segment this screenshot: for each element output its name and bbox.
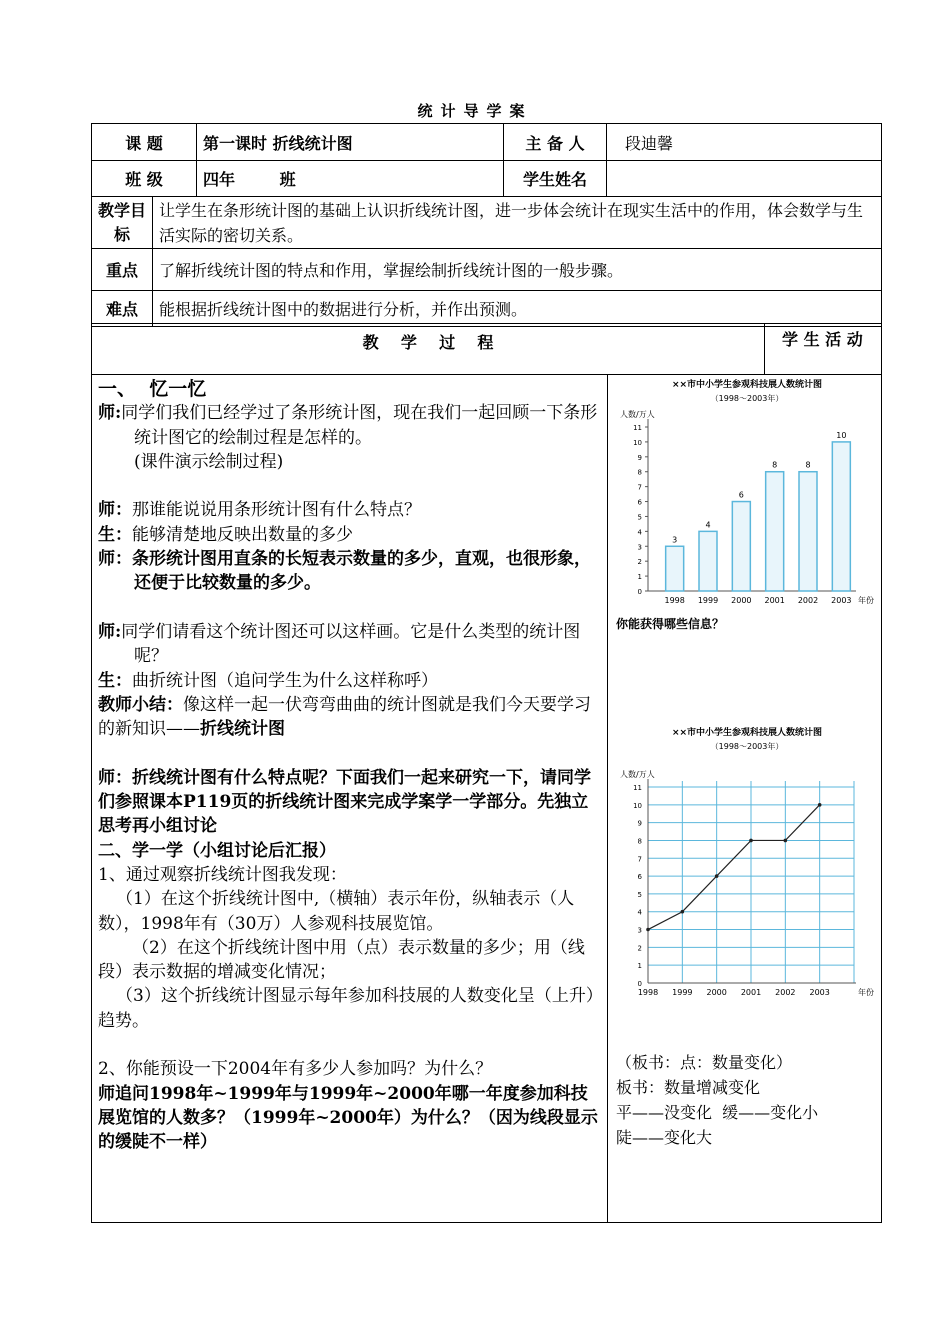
teacher-follow-up: 师追问1998年~1999年与1999年~2000年哪一年度参加科技展览馆的人数多？（1999年~2000年）为什么？（因为线段显示的缓陡不一样） [98, 1083, 598, 1153]
y-tick-label: 4 [637, 528, 642, 537]
data-point [681, 910, 685, 914]
teaching-process [98, 377, 603, 1155]
y-tick-label: 10 [633, 801, 642, 810]
series-line [648, 805, 820, 930]
x-tick-label: 2001 [764, 596, 785, 605]
bar-value-label: 10 [836, 430, 847, 440]
y-tick-label: 2 [637, 558, 642, 567]
student-line: 曲折统计图（追问学生为什么这样称呼） [132, 670, 438, 691]
preparer-label: 主 备 人 [504, 124, 607, 161]
y-axis-label: 人数/万人 [620, 770, 655, 779]
chart-title: ××市中小学生参观科技展人数统计图 [671, 728, 823, 738]
board-note: 板书：数量增减变化 [616, 1078, 761, 1097]
teacher-summary: 条形统计图用直条的长短表示数量的多少，直观，也很形象，还便于比较数量的多少。 [132, 549, 591, 594]
speaker-student: 生： [98, 524, 132, 545]
board-notes [616, 1050, 818, 1150]
teacher-summary-label: 教师小结： [98, 694, 183, 715]
student-name-value[interactable] [607, 161, 882, 197]
chart-subtitle: （1998～2003年） [710, 742, 784, 751]
y-tick-label: 1 [637, 962, 642, 971]
bar [799, 472, 817, 591]
student-name-label: 学生姓名 [504, 161, 607, 197]
y-tick-label: 7 [637, 855, 642, 864]
x-tick-label: 2001 [740, 988, 762, 997]
bar-chart-question: 你能获得哪些信息？ [616, 617, 725, 631]
board-note: （板书：点：数量变化） [616, 1053, 793, 1072]
key-point-value: 了解折线统计图的特点和作用，掌握绘制折线统计图的一般步骤。 [153, 249, 882, 291]
y-tick-label: 3 [637, 926, 642, 935]
y-tick-label: 0 [637, 588, 642, 596]
x-tick-label: 2002 [775, 988, 796, 997]
y-tick-label: 6 [637, 498, 642, 507]
bar-value-label: 4 [705, 520, 711, 530]
data-point [646, 928, 650, 932]
student-activity-column [616, 375, 878, 997]
x-tick-label: 2000 [731, 596, 752, 605]
y-tick-label: 10 [633, 438, 642, 447]
bar [732, 502, 750, 591]
chart-title: ××市中小学生参观科技展人数统计图 [671, 380, 823, 390]
data-point [784, 839, 788, 843]
class-label: 班 级 [92, 161, 197, 197]
bar [832, 442, 850, 591]
y-tick-label: 11 [633, 784, 642, 792]
process-header-row [91, 323, 882, 375]
x-tick-label: 2003 [831, 596, 852, 605]
y-tick-label: 5 [637, 890, 642, 899]
section-learn: 二、学一学（小组讨论后汇报） [98, 840, 336, 861]
question-1b: （2）在这个折线统计图中用（点）表示数量的多少；用（线段）表示数据的增减变化情况； [98, 937, 585, 983]
x-tick-label: 1999 [697, 596, 719, 605]
y-tick-label: 2 [637, 944, 642, 953]
courseware-note: (课件演示绘制过程) [134, 451, 284, 472]
x-tick-label: 2003 [809, 988, 830, 997]
data-point [715, 874, 719, 878]
y-tick-label: 11 [633, 424, 642, 432]
goal-label: 教学目标 [92, 197, 153, 249]
teacher-instruction: 师：折线统计图有什么特点呢？下面我们一起来研究一下，请同学们参照课本P119页的折线统计图来完成学案学一学部分。先独立思考再小组讨论 [98, 767, 591, 837]
board-note: 陡——变化大 [616, 1128, 713, 1147]
topic-label: 课 题 [92, 124, 197, 161]
document-title: 统计导学案 [417, 102, 533, 120]
info-table [91, 123, 882, 197]
data-point [749, 839, 753, 843]
teacher-line: 同学们请看这个统计图还可以这样画。它是什么类型的统计图呢？ [121, 621, 581, 667]
teacher-summary-text: 像这样一起一伏弯弯曲曲的统计图就是我们今天要学习的新知识—— [98, 694, 591, 740]
x-tick-label: 1998 [637, 988, 659, 997]
process-header: 教 学 过 程 [362, 333, 494, 352]
question-2: 2、你能预设一下2004年有多少人参加吗？为什么？ [98, 1059, 493, 1080]
lesson-body [91, 374, 882, 1223]
question-1a: （1）在这个折线统计图中,（横轴）表示年份，纵轴表示（人数），1998年有（30万）人参观科技展览馆。 [98, 889, 575, 934]
y-tick-label: 4 [637, 908, 642, 917]
section-recall: 一、 忆一忆 [98, 378, 207, 400]
board-note: 平——没变化 缓——变化小 [616, 1103, 819, 1122]
speaker-teacher: 师： [98, 549, 132, 570]
teacher-line: 那谁能说说用条形统计图有什么特点？ [132, 500, 421, 521]
key-point-label: 重点 [92, 249, 153, 291]
chart-subtitle: （1998～2003年） [710, 394, 784, 403]
difficulty-label: 难点 [92, 291, 153, 327]
x-tick-label: 1998 [664, 596, 685, 605]
x-axis-label: 年份 [858, 596, 874, 605]
line-chart [616, 723, 878, 1023]
speaker-student: 生： [98, 670, 132, 691]
y-tick-label: 0 [637, 980, 642, 988]
bar [766, 472, 784, 591]
bar-value-label: 8 [772, 460, 778, 470]
y-tick-label: 7 [637, 483, 642, 492]
y-tick-label: 9 [637, 819, 642, 828]
class-value: 四年 班 [197, 161, 504, 197]
topic-value: 第一课时 折线统计图 [197, 124, 504, 161]
difficulty-value: 能根据折线统计图中的数据进行分析，并作出预测。 [153, 291, 882, 327]
y-tick-label: 8 [637, 468, 642, 477]
question-1c: （3）这个折线统计图显示每年参加科技展的人数变化呈（上升）趋势。 [98, 986, 603, 1031]
x-tick-label: 2000 [706, 988, 727, 997]
y-tick-label: 1 [637, 573, 642, 582]
y-tick-label: 5 [637, 513, 642, 522]
x-tick-label: 1999 [672, 988, 693, 997]
x-axis-label: 年份 [858, 988, 874, 997]
y-tick-label: 9 [637, 453, 642, 462]
speaker-teacher: 师： [98, 500, 132, 521]
bar-value-label: 8 [805, 460, 811, 470]
y-tick-label: 3 [637, 543, 642, 552]
y-axis-label: 人数/万人 [620, 410, 655, 419]
goals-table [91, 196, 882, 327]
y-tick-label: 6 [637, 873, 642, 882]
student-line: 能够清楚地反映出数量的多少 [132, 524, 353, 545]
new-topic-name: 折线统计图 [200, 719, 285, 740]
teacher-line: 同学们我们已经学过了条形统计图，现在我们一起回顾一下条形统计图它的绘制过程是怎样的。 [121, 403, 598, 448]
bar-chart [616, 375, 878, 635]
x-tick-label: 2002 [797, 596, 819, 605]
data-point [818, 803, 822, 807]
question-1: 1、通过观察折线统计图我发现： [98, 864, 347, 885]
speaker-teacher: 师: [98, 403, 122, 424]
bar-value-label: 3 [672, 535, 678, 545]
speaker-teacher: 师: [98, 621, 122, 642]
bar [699, 531, 717, 591]
student-activity-header: 学 生 活 动 [782, 330, 863, 349]
y-tick-label: 8 [637, 837, 642, 846]
bar [666, 546, 684, 591]
bar-value-label: 6 [738, 490, 744, 500]
goal-value: 让学生在条形统计图的基础上认识折线统计图，进一步体会统计在现实生活中的作用，体会数学与生活实际的密切关系。 [153, 197, 882, 249]
preparer-value: 段迪馨 [607, 124, 882, 161]
